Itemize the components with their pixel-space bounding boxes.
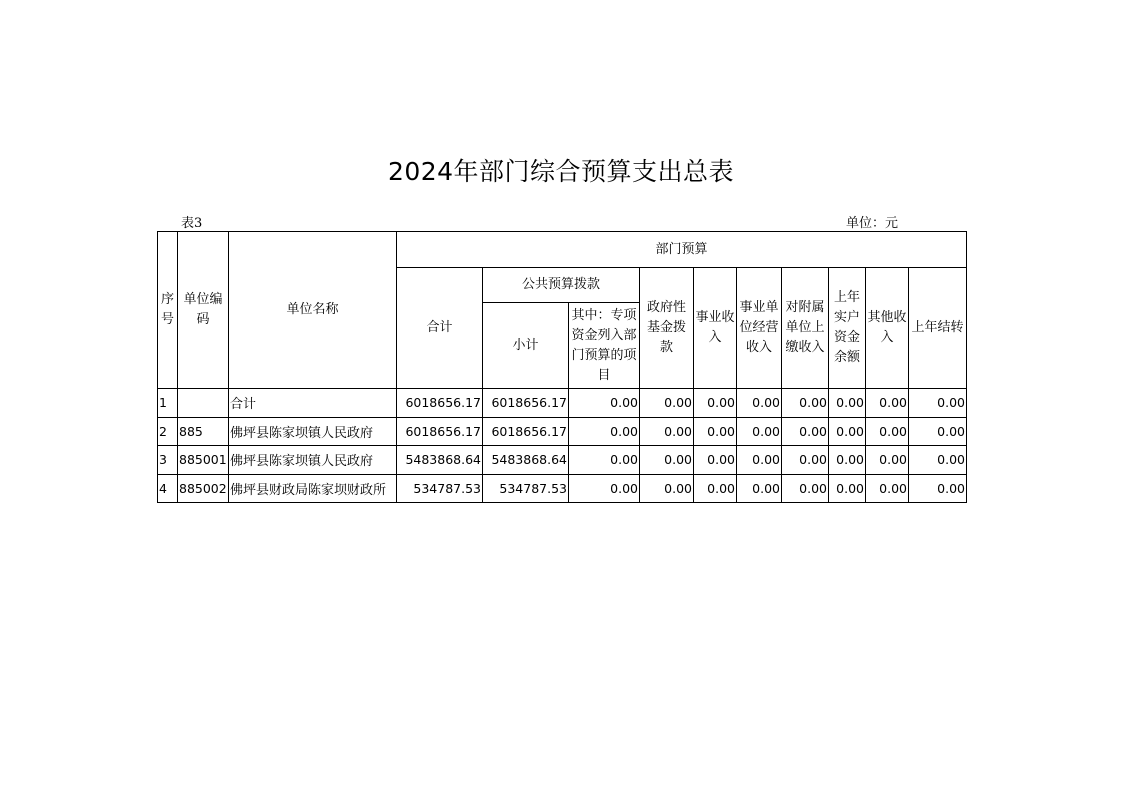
header-total: 合计 (397, 268, 483, 389)
row-special-funds: 0.00 (569, 474, 640, 503)
header-affiliated-income: 对附属单位上缴收入 (782, 268, 829, 389)
row-carryover: 0.00 (909, 446, 967, 475)
row-index: 4 (158, 474, 178, 503)
row-carryover: 0.00 (909, 417, 967, 446)
row-unit-code: 885002 (178, 474, 229, 503)
table-number: 表3 (181, 216, 203, 231)
row-operating-income: 0.00 (737, 417, 782, 446)
unit-label: 单位：元 (846, 216, 899, 231)
header-other-income: 其他收入 (866, 268, 909, 389)
row-prior-balance: 0.00 (829, 417, 866, 446)
row-gov-fund: 0.00 (640, 417, 694, 446)
row-unit-code: 885 (178, 417, 229, 446)
header-public-budget: 公共预算拨款 (483, 268, 640, 303)
row-other-income: 0.00 (866, 417, 909, 446)
row-other-income: 0.00 (866, 446, 909, 475)
row-index: 3 (158, 446, 178, 475)
table-row (158, 389, 967, 418)
row-business-income: 0.00 (694, 474, 737, 503)
table-row (158, 417, 967, 446)
row-business-income: 0.00 (694, 417, 737, 446)
row-operating-income: 0.00 (737, 474, 782, 503)
row-index: 2 (158, 417, 178, 446)
row-total: 5483868.64 (397, 446, 483, 475)
header-row-1 (158, 232, 967, 268)
row-gov-fund: 0.00 (640, 474, 694, 503)
row-total: 6018656.17 (397, 417, 483, 446)
header-subtotal: 小计 (483, 303, 569, 389)
row-subtotal: 6018656.17 (483, 389, 569, 418)
row-prior-balance: 0.00 (829, 474, 866, 503)
row-affiliated-income: 0.00 (782, 446, 829, 475)
row-unit-name: 佛坪县陈家坝镇人民政府 (229, 417, 397, 446)
header-dept-budget: 部门预算 (397, 232, 967, 268)
row-affiliated-income: 0.00 (782, 417, 829, 446)
header-prior-balance: 上年实户资金余额 (829, 268, 866, 389)
row-business-income: 0.00 (694, 389, 737, 418)
row-business-income: 0.00 (694, 446, 737, 475)
row-subtotal: 5483868.64 (483, 446, 569, 475)
header-unit-name: 单位名称 (229, 232, 397, 389)
row-prior-balance: 0.00 (829, 389, 866, 418)
row-unit-name: 佛坪县陈家坝镇人民政府 (229, 446, 397, 475)
row-carryover: 0.00 (909, 389, 967, 418)
row-unit-name: 佛坪县财政局陈家坝财政所 (229, 474, 397, 503)
row-unit-name: 合计 (229, 389, 397, 418)
table-row (158, 474, 967, 503)
row-affiliated-income: 0.00 (782, 474, 829, 503)
row-subtotal: 6018656.17 (483, 417, 569, 446)
row-total: 534787.53 (397, 474, 483, 503)
row-affiliated-income: 0.00 (782, 389, 829, 418)
header-unit-code: 单位编码 (178, 232, 229, 389)
row-total: 6018656.17 (397, 389, 483, 418)
page-title: 2024年部门综合预算支出总表 (387, 157, 735, 186)
row-subtotal: 534787.53 (483, 474, 569, 503)
row-other-income: 0.00 (866, 389, 909, 418)
row-unit-code: 885001 (178, 446, 229, 475)
row-operating-income: 0.00 (737, 446, 782, 475)
row-prior-balance: 0.00 (829, 446, 866, 475)
table-row (158, 446, 967, 475)
row-gov-fund: 0.00 (640, 446, 694, 475)
row-other-income: 0.00 (866, 474, 909, 503)
header-operating-income: 事业单位经营收入 (737, 268, 782, 389)
row-special-funds: 0.00 (569, 446, 640, 475)
header-index: 序号 (158, 232, 178, 389)
budget-table (157, 231, 967, 503)
row-special-funds: 0.00 (569, 417, 640, 446)
header-gov-fund: 政府性基金拨款 (640, 268, 694, 389)
header-special-funds: 其中：专项资金列入部门预算的项目 (569, 303, 640, 389)
row-index: 1 (158, 389, 178, 418)
header-business-income: 事业收入 (694, 268, 737, 389)
row-operating-income: 0.00 (737, 389, 782, 418)
row-gov-fund: 0.00 (640, 389, 694, 418)
header-carryover: 上年结转 (909, 268, 967, 389)
row-unit-code (178, 389, 229, 418)
row-carryover: 0.00 (909, 474, 967, 503)
row-special-funds: 0.00 (569, 389, 640, 418)
